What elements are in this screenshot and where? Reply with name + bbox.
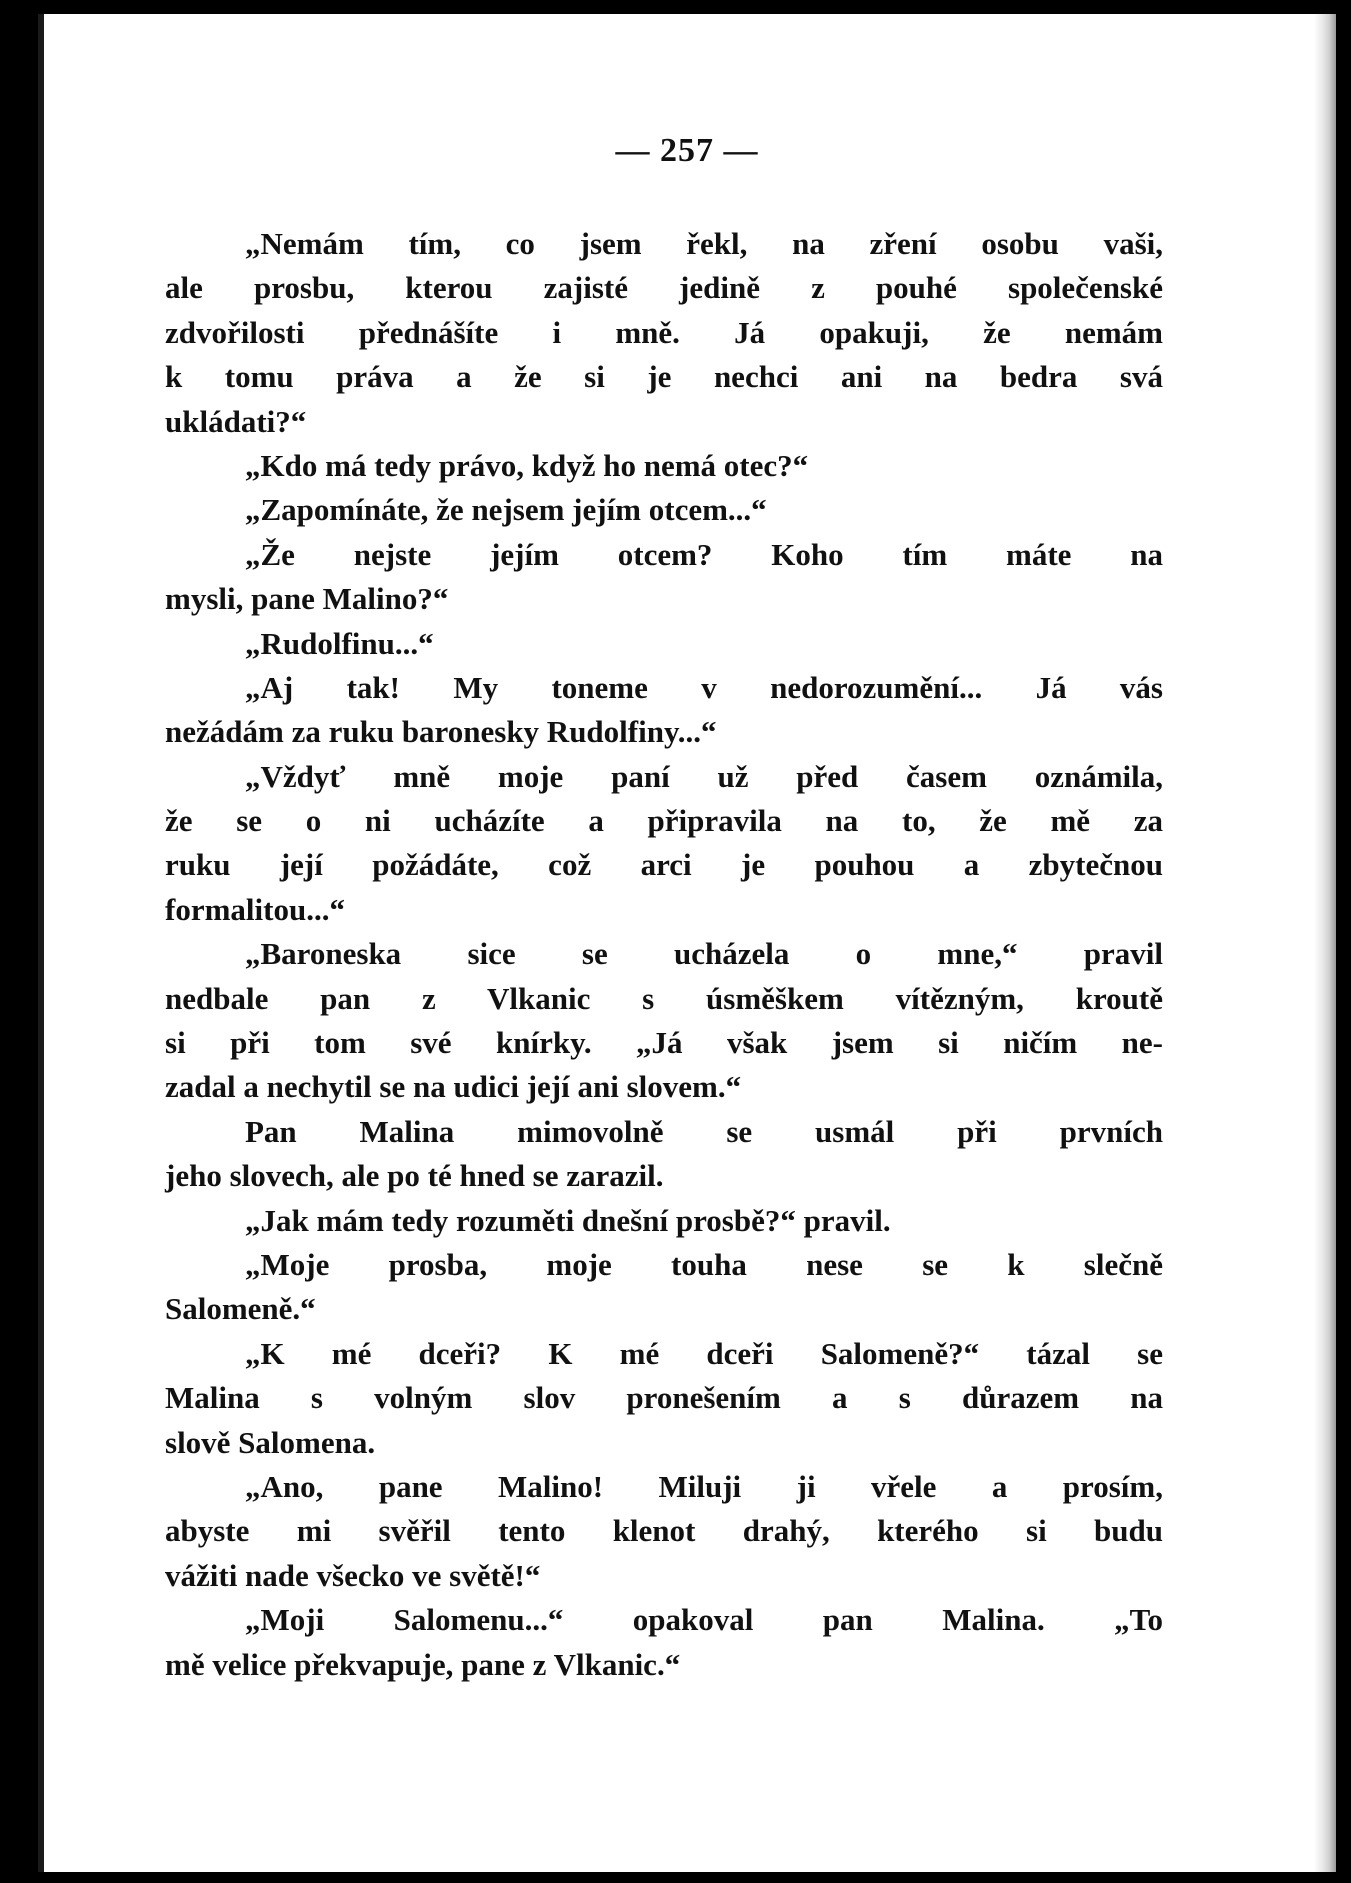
page-left-edge bbox=[38, 14, 44, 1872]
text-line: „Jak mám tedy rozuměti dnešní prosbě?“ pravil. bbox=[245, 1202, 891, 1238]
text-line: „Zapomínáte, že nejsem jejím otcem...“ bbox=[245, 492, 767, 528]
body-text bbox=[165, 222, 1163, 1687]
text-line: „Vždyť mně moje paní už před časem oznámila, bbox=[245, 758, 1163, 794]
text-line: nežádám za ruku baronesky Rudolfiny...“ bbox=[165, 714, 717, 750]
text-line: Malina s volným slov pronešením a s důrazem na bbox=[165, 1380, 1163, 1416]
book-page bbox=[38, 14, 1336, 1872]
text-line: formalitou...“ bbox=[165, 891, 345, 927]
text-line: že se o ni ucházíte a připravila na to, že mě za bbox=[165, 803, 1163, 839]
text-line: „Ano, pane Malino! Miluji ji vřele a prosím, bbox=[245, 1468, 1163, 1504]
text-line: si při tom své knírky. „Já však jsem si ničím ne- bbox=[165, 1025, 1163, 1061]
text-line: „Nemám tím, co jsem řekl, na zření osobu vaši, bbox=[245, 226, 1163, 261]
text-line: jeho slovech, ale po té hned se zarazil. bbox=[165, 1158, 664, 1194]
text-line: „Aj tak! My toneme v nedorozumění... Já vás bbox=[245, 669, 1163, 705]
text-line: slově Salomena. bbox=[165, 1424, 376, 1460]
text-line: „Moje prosba, moje touha nese se k slečně bbox=[245, 1246, 1163, 1282]
text-line: „Moji Salomenu...“ opakoval pan Malina. „To bbox=[245, 1602, 1163, 1638]
text-line: „Baroneska sice se ucházela o mne,“ pravil bbox=[245, 936, 1163, 972]
page-right-edge bbox=[1314, 14, 1336, 1872]
text-line: „K mé dceři? K mé dceři Salomeně?“ tázal se bbox=[245, 1335, 1163, 1371]
text-line: Salomeně.“ bbox=[165, 1291, 316, 1327]
text-line: zadal a nechytil se na udici její ani slovem.“ bbox=[165, 1069, 742, 1105]
text-line: abyste mi svěřil tento klenot drahý, kterého si budu bbox=[165, 1513, 1163, 1549]
text-line: mě velice překvapuje, pane z Vlkanic.“ bbox=[165, 1646, 681, 1682]
text-line: k tomu práva a že si je nechci ani na bedra svá bbox=[165, 359, 1163, 395]
page-number: — 257 — bbox=[615, 132, 759, 169]
text-line: nedbale pan z Vlkanic s úsměškem vítězným, kroutě bbox=[165, 980, 1163, 1016]
text-line: vážiti nade všecko ve světě!“ bbox=[165, 1557, 541, 1593]
text-line: ruku její požádáte, což arci je pouhou a zbytečnou bbox=[165, 847, 1163, 883]
text-line: ukládati?“ bbox=[165, 403, 307, 439]
text-line: mysli, pane Malino?“ bbox=[165, 581, 449, 617]
text-line: ale prosbu, kterou zajisté jedině z pouhé společenské bbox=[165, 270, 1163, 306]
text-line: zdvořilosti přednášíte i mně. Já opakuji, že nemám bbox=[165, 314, 1163, 350]
text-line: „Že nejste jejím otcem? Koho tím máte na bbox=[245, 536, 1163, 572]
text-line: „Kdo má tedy právo, když ho nemá otec?“ bbox=[245, 447, 809, 483]
text-line: „Rudolfinu...“ bbox=[245, 625, 434, 661]
text-line: Pan Malina mimovolně se usmál při prvních bbox=[245, 1113, 1163, 1149]
